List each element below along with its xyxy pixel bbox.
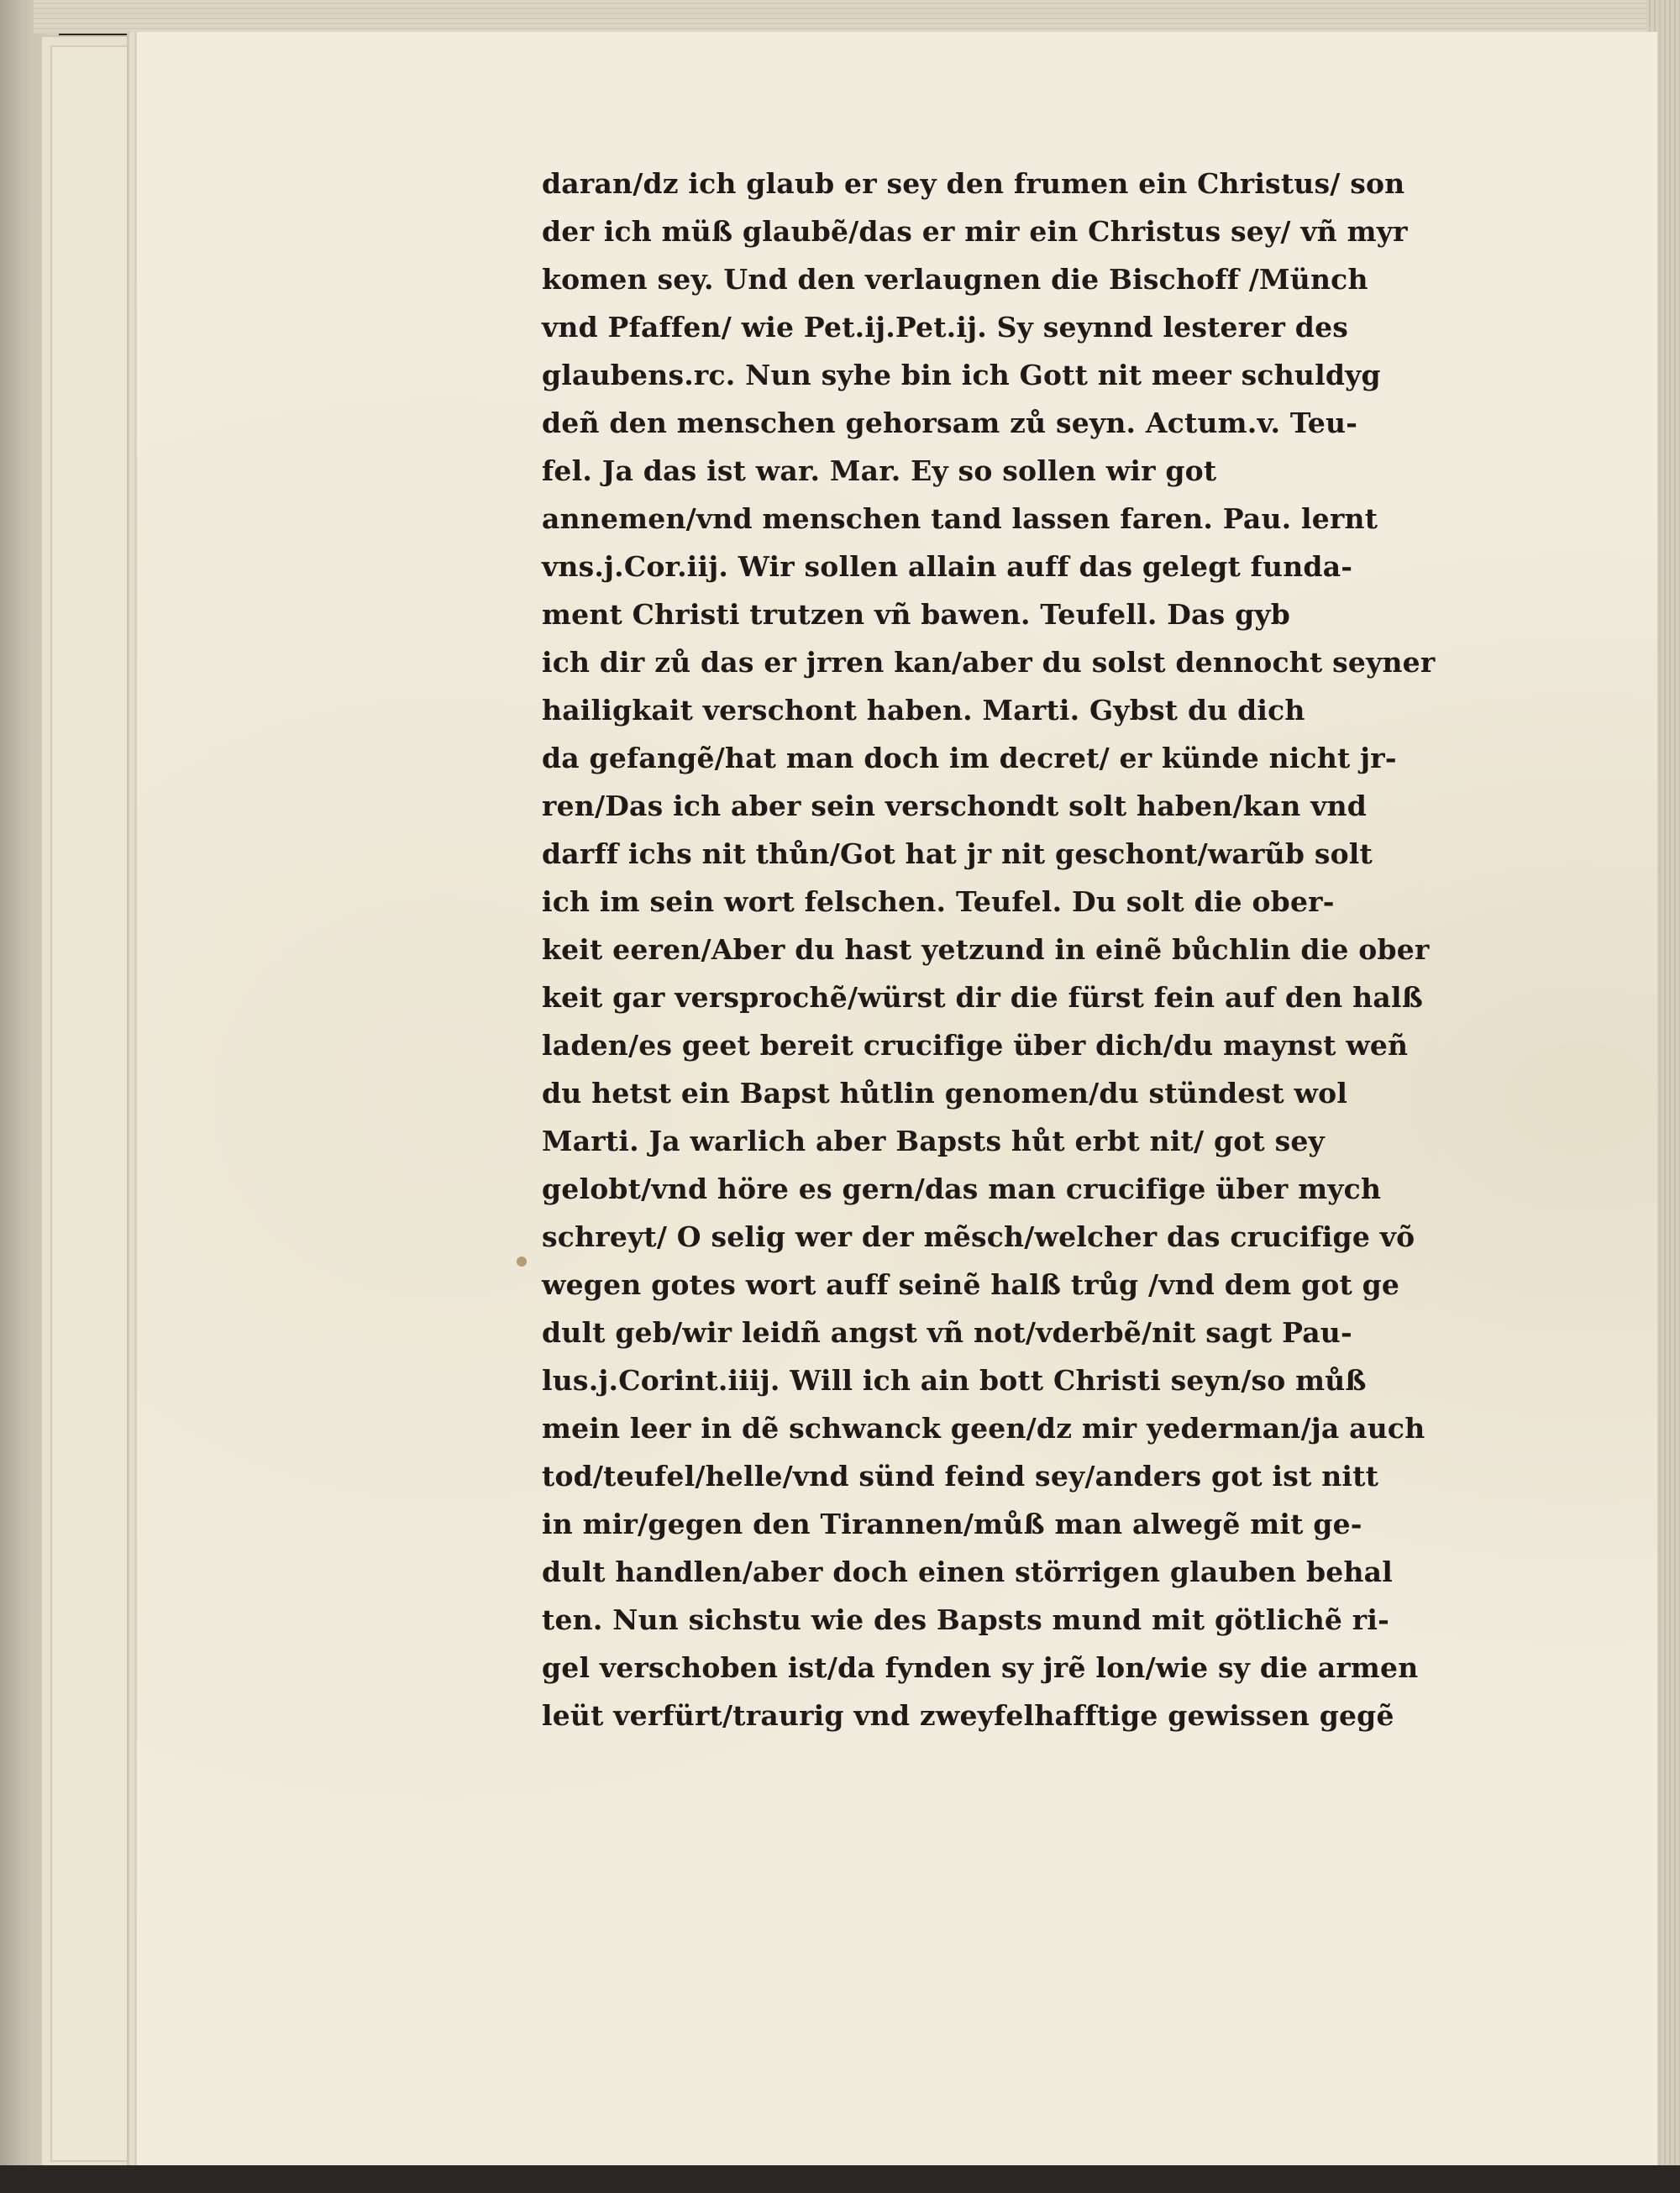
text-line: daran/dz ich glaub er sey den frumen ein Christus/ son: [542, 167, 1405, 200]
text-line: der ich müß glaubẽ/das er mir ein Christus sey/ vñ myr: [542, 215, 1408, 248]
page-edges-top: [34, 0, 1680, 34]
text-line: mein leer in dẽ schwanck geen/dz mir yederman/ja auch: [542, 1412, 1425, 1445]
text-line: ren/Das ich aber sein verschondt solt haben/kan vnd: [542, 790, 1368, 822]
text-line: darff ichs nit thůn/Got hat jr nit geschont/warũb solt: [542, 837, 1373, 870]
text-line: ich im sein wort felschen. Teufel. Du solt die ober-: [542, 885, 1335, 918]
text-line: schreyt/ O selig wer der mẽsch/welcher das crucifige võ: [542, 1220, 1415, 1253]
text-line: dult handlen/aber doch einen störrigen glauben behal: [542, 1556, 1393, 1588]
text-line: dult geb/wir leidñ angst vñ not/vderbẽ/nit sagt Pau-: [542, 1316, 1352, 1349]
text-line: in mir/gegen den Tirannen/můß man alwegẽ mit ge-: [542, 1508, 1362, 1540]
text-line: ment Christi trutzen vñ bawen. Teufell. Das gyb: [542, 598, 1291, 631]
text-line: du hetst ein Bapst hůtlin genomen/du stündest wol: [542, 1077, 1348, 1110]
text-line: lus.j.Corint.iiij. Will ich ain bott Christi seyn/so můß: [542, 1364, 1367, 1397]
text-line: gel verschoben ist/da fynden sy jrẽ lon/wie sy die armen: [542, 1651, 1419, 1684]
text-line: da gefangẽ/hat man doch im decret/ er künde nicht jr-: [542, 742, 1397, 774]
text-line: laden/es geet bereit crucifige über dich/du maynst weñ: [542, 1029, 1409, 1062]
text-line: vnd Pfaffen/ wie Pet.ij.Pet.ij. Sy seynnd lesterer des: [542, 311, 1349, 344]
text-line: keit eeren/Aber du hast yetzund in einẽ bůchlin die ober: [542, 933, 1430, 966]
text-line: fel. Ja das ist war. Mar. Ey so sollen wir got: [542, 454, 1217, 487]
text-line: ten. Nun sichstu wie des Bapsts mund mit götlichẽ ri-: [542, 1603, 1389, 1636]
text-line: Marti. Ja warlich aber Bapsts hůt erbt nit/ got sey: [542, 1125, 1325, 1157]
text-line: glaubens.rc. Nun syhe bin ich Gott nit meer schuldyg: [542, 359, 1381, 391]
text-line: komen sey. Und den verlaugnen die Bischoff /Münch: [542, 263, 1368, 296]
text-line: gelobt/vnd höre es gern/das man crucifige über mych: [542, 1173, 1382, 1205]
text-line: hailigkait verschont haben. Marti. Gybst du dich: [542, 694, 1305, 727]
ink-spot: [517, 1257, 527, 1267]
text-line: wegen gotes wort auff seinẽ halß trůg /vnd dem got ge: [542, 1268, 1400, 1301]
text-line: keit gar versprochẽ/würst dir die fürst fein auf den halß: [542, 981, 1423, 1014]
text-block: [542, 160, 1583, 1739]
text-line: vns.j.Cor.iij. Wir sollen allain auff das gelegt funda-: [542, 550, 1353, 583]
text-line: leüt verfürt/traurig vnd zweyfelhafftige gewissen gegẽ: [542, 1699, 1394, 1732]
text-line: ich dir zů das er jrren kan/aber du solst dennocht seyner: [542, 646, 1436, 679]
text-line: tod/teufel/helle/vnd sünd feind sey/anders got ist nitt: [542, 1460, 1379, 1493]
text-line: deñ den menschen gehorsam zů seyn. Actum.v. Teu-: [542, 407, 1358, 439]
text-line: annemen/vnd menschen tand lassen faren. Pau. lernt: [542, 502, 1378, 535]
background-shadow: [0, 2165, 1680, 2193]
